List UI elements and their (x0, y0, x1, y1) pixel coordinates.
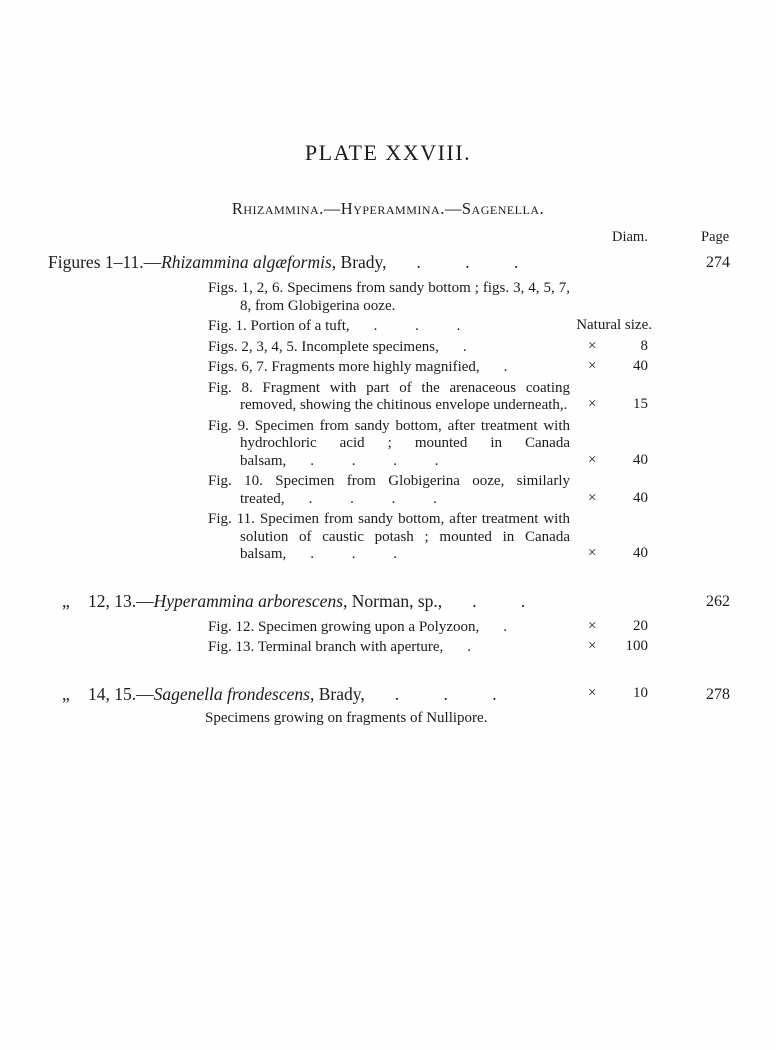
magnification-sign: × (588, 489, 597, 506)
figure-row (0, 318, 776, 336)
diam-value (588, 358, 648, 376)
ditto-mark: „ (62, 683, 70, 704)
figure-label: Figs. 6, 7. (208, 359, 268, 375)
entry-heading (0, 590, 776, 613)
author-text: , Brady, (309, 683, 365, 704)
figure-row (0, 380, 776, 415)
figure-text: Specimens from sandy bottom ; figs. 3, 4, 5, 7, 8, from Globigerina ooze. (240, 280, 570, 314)
leader-dots: . . . (373, 318, 461, 334)
plate-title: PLATE XXVIII. (304, 140, 472, 165)
magnification-value: 40 (633, 545, 648, 561)
author-text: , Brady, (331, 252, 387, 272)
leader-dots: . (462, 338, 467, 355)
figure-row (0, 473, 776, 508)
figure-description (208, 473, 570, 508)
figure-row (0, 280, 776, 315)
figure-list (0, 280, 776, 564)
figure-text: Specimen from sandy bottom, after treatment with hydrochloric acid ; mounted in Canada balsam, (240, 417, 571, 469)
diam-value (588, 682, 648, 705)
leader-dots: . . . (416, 252, 519, 272)
magnification-value: 100 (625, 638, 648, 654)
page-number: 262 (706, 592, 730, 610)
diam-value (570, 317, 652, 335)
magnification-sign: × (588, 545, 597, 561)
species-name: Hyperammina arborescens (153, 590, 344, 611)
figure-label: Fig. 10. (208, 473, 263, 489)
figure-text: Fragments more highly magnified, (271, 359, 480, 375)
magnification-value: 20 (633, 617, 648, 634)
figure-description (208, 338, 570, 357)
figure-text: Portion of a tuft, (250, 318, 350, 334)
figure-description (208, 511, 571, 564)
figure-row (0, 639, 776, 657)
plate-subtitle: Rhizammina.—Hyperammina.—Sagenella. (231, 199, 545, 218)
magnification-sign: × (588, 638, 597, 654)
leader-dots: . . (472, 590, 526, 611)
magnification-value: 10 (633, 684, 648, 701)
leader-dots: . . . . (308, 490, 437, 507)
diam-value (588, 396, 648, 414)
magnification-sign: × (588, 337, 597, 354)
figure-row (0, 339, 776, 357)
page-column-header: Page (701, 229, 730, 245)
magnification-value: 40 (633, 451, 648, 468)
figure-list (0, 619, 776, 657)
figure-row (0, 511, 776, 564)
figure-label: Figs. 2, 3, 4, 5. (208, 338, 298, 355)
figure-row (0, 619, 776, 637)
entry-heading (0, 683, 776, 706)
leader-dots: . (467, 639, 472, 655)
figure-row (0, 418, 776, 471)
figures-label: 14, 15.— (88, 683, 154, 704)
figure-label: Fig. 11. (208, 511, 255, 527)
ditto-mark: „ (62, 590, 70, 611)
diam-column-header: Diam. (612, 229, 648, 245)
figure-label: Fig. 13. (208, 639, 255, 655)
figure-description (208, 359, 570, 377)
leader-dots (395, 298, 419, 314)
figure-description (208, 618, 570, 637)
magnification-sign: × (588, 451, 597, 468)
magnification-sign: × (588, 358, 597, 374)
figure-description (208, 417, 571, 471)
figure-label: Figs. 1, 2, 6. (208, 280, 284, 296)
figure-text: Specimen from Globigerina ooze, similarly treated, (240, 473, 570, 507)
figure-text: Specimen growing upon a Polyzoon, (258, 618, 480, 635)
magnification-value: 8 (640, 337, 648, 354)
diam-value (588, 338, 648, 356)
figure-text: Incomplete specimens, (301, 338, 439, 355)
figures-label: Figures 1–11.— (48, 252, 162, 272)
figure-description (208, 379, 570, 415)
magnification-sign: × (588, 617, 597, 634)
magnification-value: 40 (633, 489, 648, 506)
column-headers (0, 229, 776, 249)
diam-value (588, 638, 648, 656)
figure-text: Fragment with part of the arenaceous coating removed, showing the chitinous envelope underneath,. (240, 379, 570, 413)
page-number: 278 (706, 685, 730, 703)
figure-text: Terminal branch with aperture, (257, 639, 444, 655)
leader-dots: . . . (394, 683, 497, 704)
figure-description (208, 318, 570, 336)
diam-value (588, 545, 648, 563)
figure-label: Fig. 1. (208, 318, 247, 334)
figure-text: Specimen from sandy bottom, after treatment with solution of caustic potash ; mounted in Canada balsam, (240, 511, 571, 562)
diam-value (588, 490, 648, 508)
author-text: , Norman, sp., (343, 590, 443, 611)
leader-dots: . (503, 359, 508, 375)
figure-label: Fig. 8. (208, 379, 253, 396)
magnification-sign: × (588, 396, 597, 412)
entry-note: Specimens growing on fragments of Nullipore. (205, 709, 488, 726)
leader-dots: . . . (310, 546, 397, 562)
magnification-sign: × (588, 684, 597, 701)
entry-heading (0, 251, 776, 274)
magnification-value: Natural size. (576, 317, 652, 333)
page-number: 274 (706, 254, 730, 271)
figure-description (208, 280, 570, 315)
magnification-value: 15 (633, 396, 648, 412)
diam-value (588, 452, 648, 470)
figure-label: Fig. 9. (208, 417, 249, 434)
figure-description (208, 639, 570, 657)
diam-value (588, 618, 648, 636)
magnification-value: 40 (633, 358, 648, 374)
leader-dots: . . . . (310, 452, 439, 469)
species-name: Sagenella frondescens (153, 683, 310, 704)
figure-label: Fig. 12. (208, 618, 255, 635)
species-name: Rhizammina algæformis (161, 252, 332, 272)
figures-label: 12, 13.— (88, 590, 154, 611)
leader-dots: . (503, 618, 507, 635)
figure-row (0, 359, 776, 377)
